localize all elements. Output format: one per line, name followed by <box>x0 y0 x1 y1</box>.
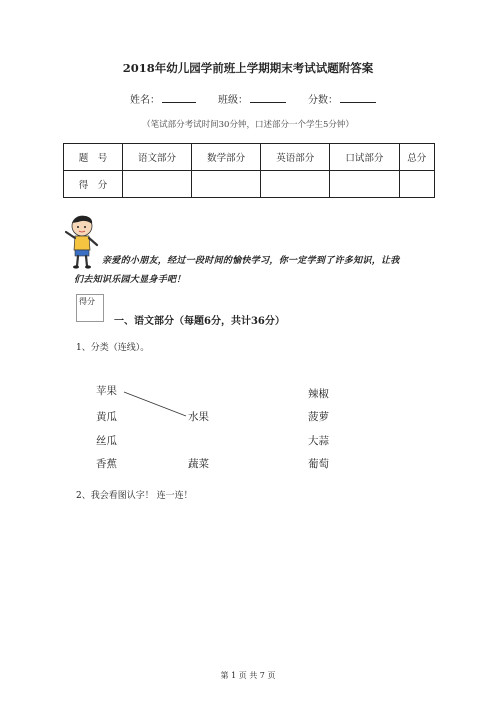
header-cell: 口试部分 <box>330 144 399 171</box>
encouragement-line2: 们去知识乐园大显身手吧！ <box>74 275 186 285</box>
word-item[interactable]: 苹果 <box>96 385 117 397</box>
class-label: 班级： <box>218 95 248 106</box>
score-box-label: 得分 <box>79 297 95 306</box>
header-cell: 数学部分 <box>192 144 261 171</box>
page-footer: 第 1 页 共 7 页 <box>220 671 276 680</box>
word-item[interactable]: 葡萄 <box>308 458 329 470</box>
name-label: 姓名： <box>130 95 160 106</box>
header-cell: 英语部分 <box>261 144 330 171</box>
category-item[interactable]: 水果 <box>188 411 209 423</box>
word-item[interactable]: 大蒜 <box>308 435 329 447</box>
row-label: 得 分 <box>64 171 123 198</box>
category-item[interactable]: 蔬菜 <box>188 458 209 470</box>
header-cell: 题 号 <box>64 144 123 171</box>
header-cell: 语文部分 <box>123 144 192 171</box>
question-2: 2、我会看图认字！ 连一连！ <box>76 491 193 501</box>
word-item[interactable]: 香蕉 <box>96 458 117 470</box>
header-cell: 总分 <box>399 144 435 171</box>
page-title: 2018年幼儿园学前班上学期期末考试试题附答案 <box>122 61 374 75</box>
section-heading: 一、语文部分（每题6分，共计36分） <box>114 316 285 327</box>
score-label: 分数： <box>308 95 338 106</box>
exam-note: （笔试部分考试时间30分钟，口述部分一个学生5分钟） <box>142 120 354 130</box>
word-item[interactable]: 辣椒 <box>308 388 329 400</box>
encouragement-line1: 亲爱的小朋友，经过一段时间的愉快学习，你一定学到了许多知识，让我 <box>102 256 400 266</box>
word-item[interactable]: 黄瓜 <box>96 411 117 423</box>
word-item[interactable]: 丝瓜 <box>96 435 117 447</box>
question-1: 1、分类（连线）。 <box>76 343 150 353</box>
word-item[interactable]: 菠萝 <box>308 411 329 423</box>
